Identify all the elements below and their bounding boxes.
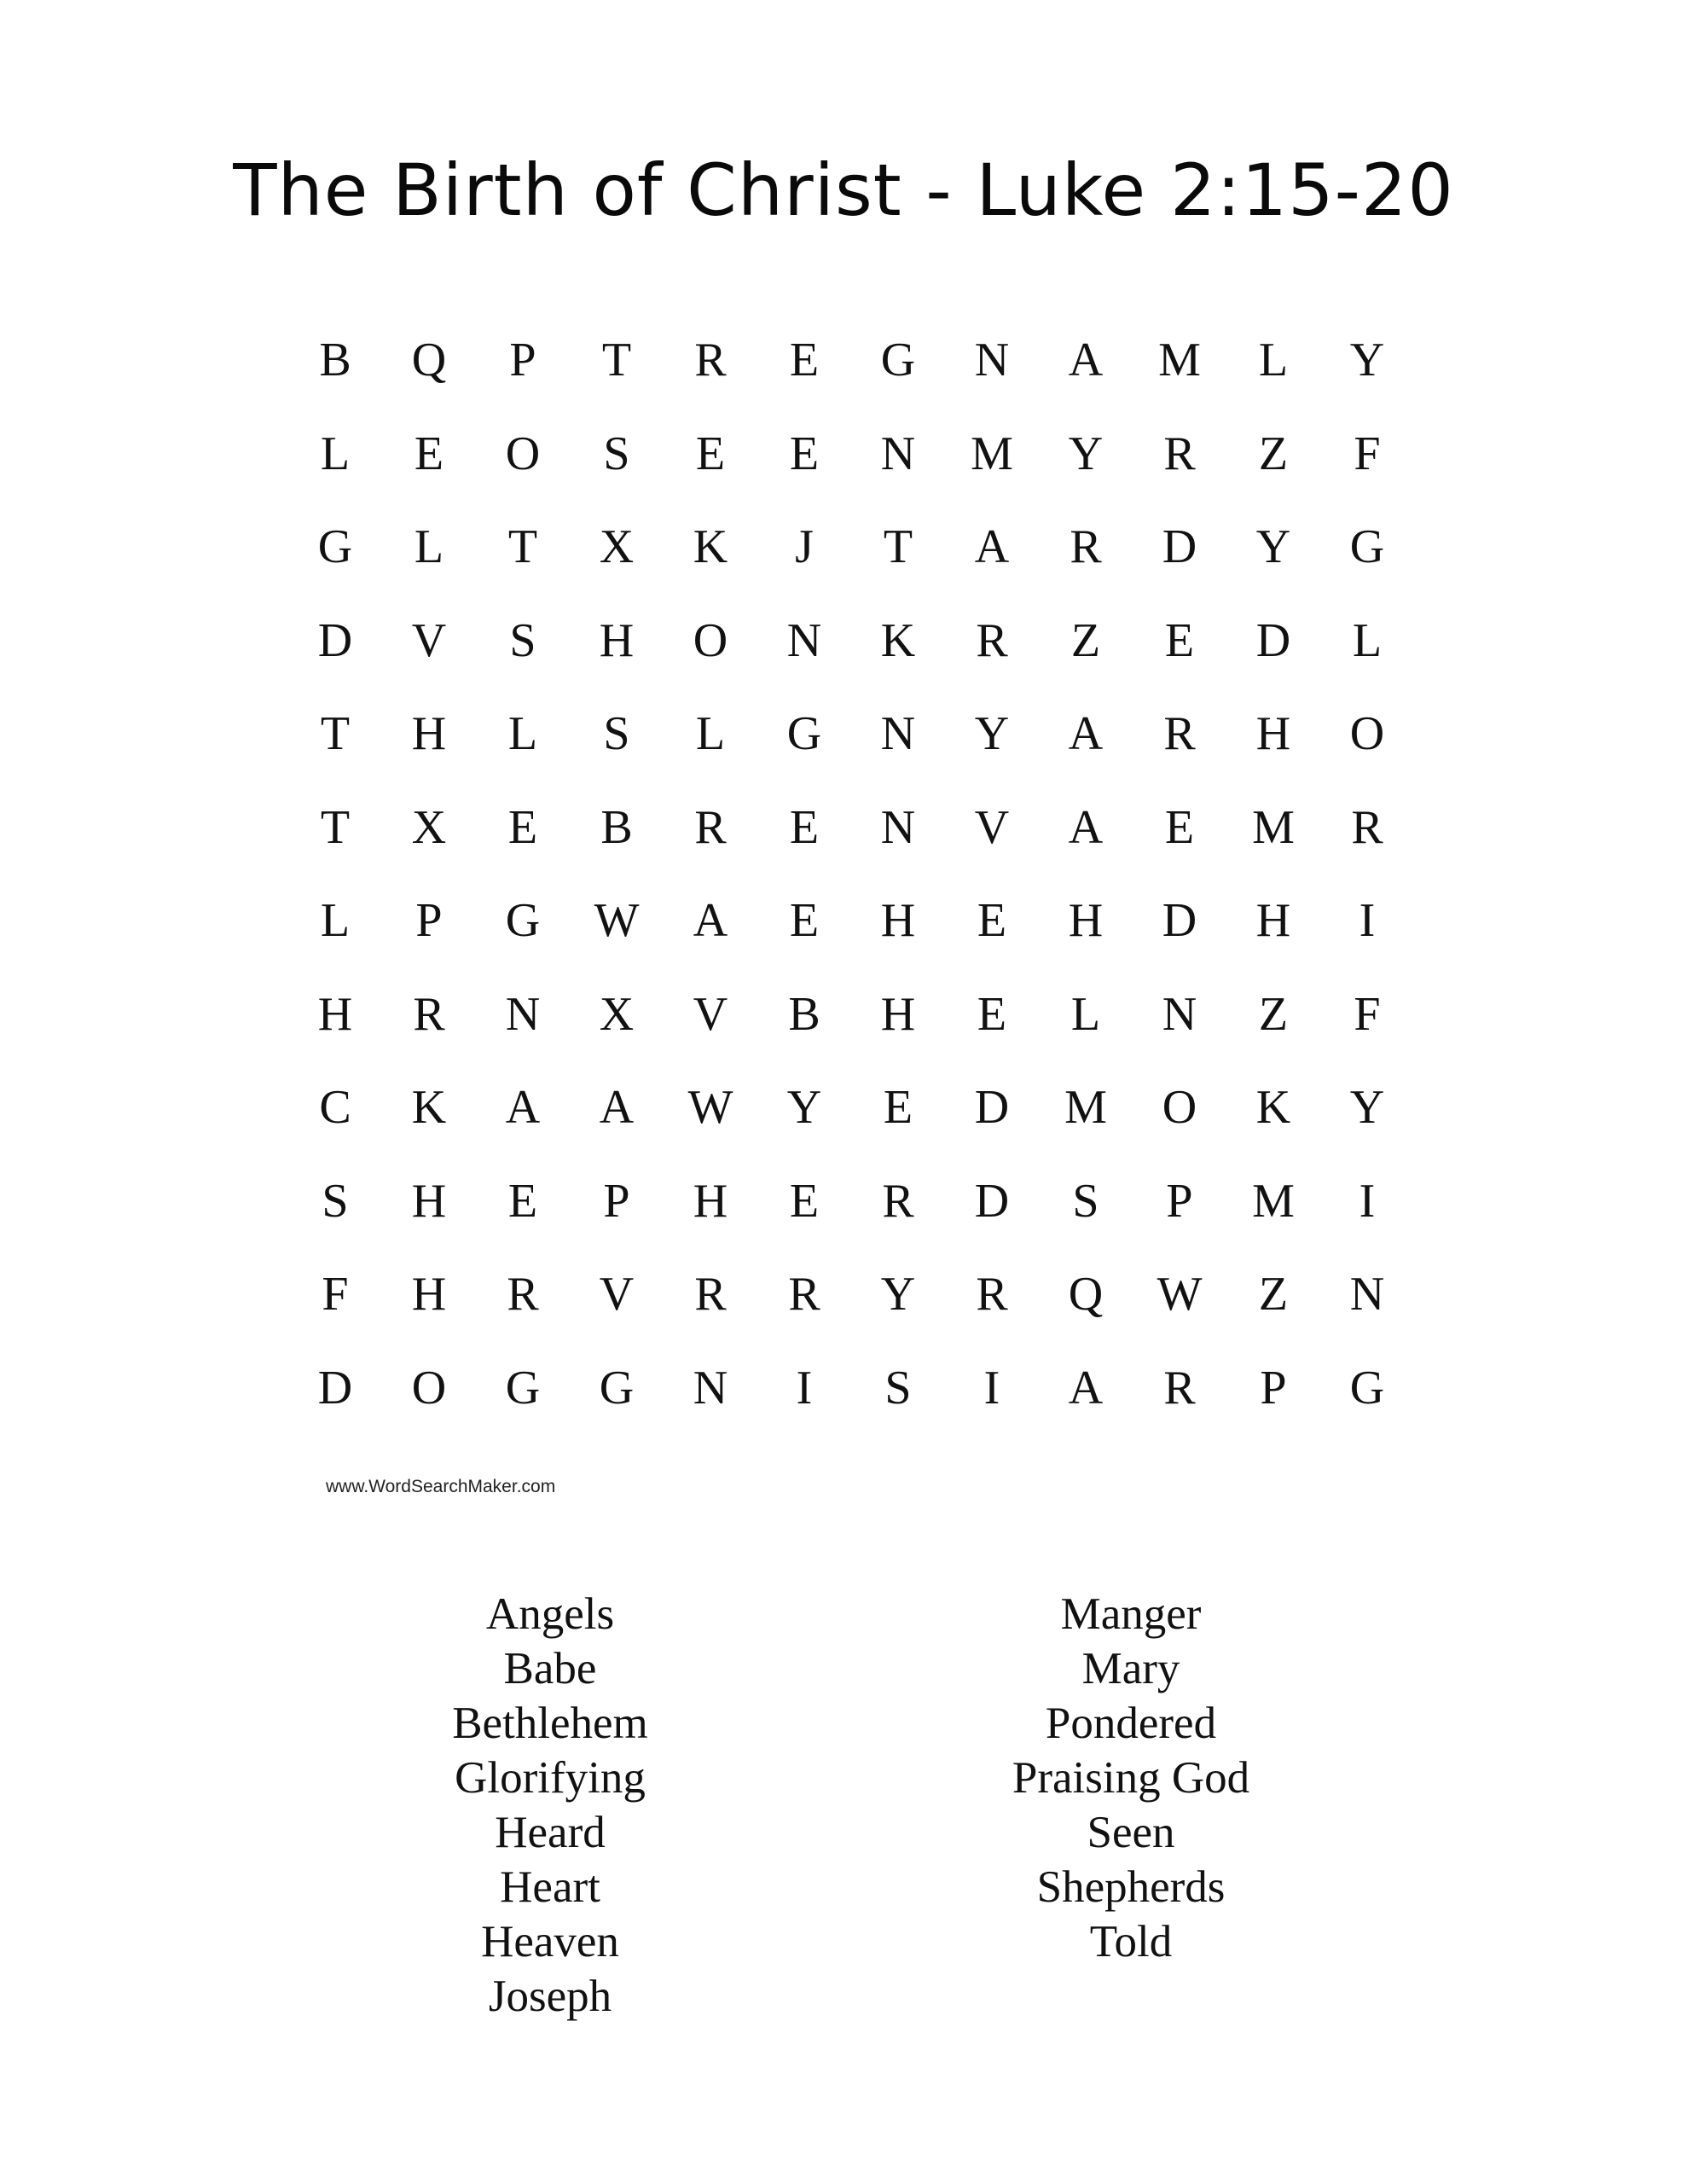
grid-letter: H xyxy=(411,1268,447,1321)
grid-letter: L xyxy=(695,707,726,760)
grid-letter: Y xyxy=(1068,427,1104,480)
grid-letter: L xyxy=(1258,334,1289,386)
grid-letter: E xyxy=(507,1174,538,1228)
grid-letter: G xyxy=(786,707,822,760)
grid-letter: N xyxy=(1349,1268,1385,1321)
grid-letter: F xyxy=(1354,427,1381,480)
grid-letter: R xyxy=(694,800,727,854)
grid-letter: L xyxy=(414,520,444,573)
grid-letter: K xyxy=(693,520,728,573)
grid-letter: Y xyxy=(1349,1081,1385,1134)
grid-letter: M xyxy=(1158,334,1201,386)
grid-letter: P xyxy=(415,894,443,947)
grid-letter: O xyxy=(1162,1081,1197,1134)
grid-letter: H xyxy=(1255,707,1291,760)
grid-letter: O xyxy=(1349,707,1385,760)
grid-letter: Y xyxy=(1255,520,1291,573)
grid-letter: N xyxy=(880,800,916,854)
grid-letter: L xyxy=(507,707,538,760)
grid-letter: D xyxy=(317,1361,353,1414)
grid-letter: R xyxy=(507,1268,539,1321)
word-list-item: Heard xyxy=(495,1808,606,1857)
grid-letter: I xyxy=(1359,1174,1376,1228)
grid-letter: H xyxy=(1068,894,1104,947)
grid-letter: G xyxy=(1349,520,1385,573)
word-list-item: Told xyxy=(1089,1917,1173,1966)
grid-letter: G xyxy=(880,334,916,386)
word-list-item: Heaven xyxy=(481,1917,619,1966)
grid-letter: R xyxy=(976,1268,1008,1321)
grid-letter: B xyxy=(788,987,820,1041)
word-list-left xyxy=(277,1587,823,2024)
word-list-item: Seen xyxy=(1087,1808,1175,1857)
grid-letter: A xyxy=(693,894,728,947)
grid-letter: P xyxy=(603,1174,630,1228)
grid-letter: D xyxy=(1162,894,1197,947)
grid-letter: E xyxy=(789,894,820,947)
grid-letter: T xyxy=(507,520,538,573)
grid-letter: E xyxy=(977,987,1007,1041)
grid-letter: P xyxy=(1260,1361,1287,1414)
letter-grid xyxy=(288,314,1414,1435)
grid-letter: H xyxy=(880,894,916,947)
grid-letter: O xyxy=(411,1361,447,1414)
grid-letter: N xyxy=(693,1361,728,1414)
grid-letter: J xyxy=(795,520,814,573)
word-list-item: Manger xyxy=(1060,1589,1202,1639)
grid-letter: H xyxy=(880,987,916,1041)
grid-letter: R xyxy=(788,1268,820,1321)
grid-letter: N xyxy=(786,613,822,667)
grid-letter: H xyxy=(411,707,447,760)
grid-letter: E xyxy=(1164,800,1195,854)
grid-letter: E xyxy=(883,1081,913,1134)
grid-letter: Y xyxy=(1349,334,1385,386)
grid-letter: H xyxy=(693,1174,728,1228)
grid-letter: E xyxy=(1164,613,1195,667)
website-credit: www.WordSearchMaker.com xyxy=(326,1477,556,1496)
grid-letter: T xyxy=(320,800,351,854)
grid-letter: W xyxy=(687,1081,733,1134)
grid-letter: G xyxy=(505,894,541,947)
grid-letter: Q xyxy=(1068,1268,1104,1321)
word-list-item: Glorifying xyxy=(455,1753,646,1803)
grid-letter: I xyxy=(983,1361,1000,1414)
grid-letter: O xyxy=(505,427,541,480)
grid-letter: D xyxy=(1162,520,1197,573)
grid-letter: K xyxy=(880,613,916,667)
grid-letter: R xyxy=(1163,707,1196,760)
grid-letter: V xyxy=(974,800,1010,854)
grid-letter: M xyxy=(971,427,1013,480)
grid-letter: N xyxy=(880,707,916,760)
grid-letter: O xyxy=(693,613,728,667)
grid-letter: X xyxy=(599,987,635,1041)
grid-letter: Z xyxy=(1258,987,1289,1041)
word-list-item: Pondered xyxy=(1045,1699,1217,1748)
grid-letter: A xyxy=(1068,334,1104,386)
grid-letter: D xyxy=(974,1081,1010,1134)
grid-letter: M xyxy=(1064,1081,1107,1134)
grid-letter: E xyxy=(507,800,538,854)
grid-letter: A xyxy=(1068,1361,1104,1414)
grid-letter: K xyxy=(411,1081,447,1134)
grid-letter: V xyxy=(411,613,447,667)
word-list-item: Joseph xyxy=(488,1972,612,2021)
grid-letter: Y xyxy=(880,1268,916,1321)
grid-letter: B xyxy=(600,800,633,854)
grid-letter: R xyxy=(413,987,445,1041)
grid-letter: X xyxy=(411,800,447,854)
word-list-item: Heart xyxy=(500,1862,600,1912)
grid-letter: N xyxy=(1162,987,1197,1041)
grid-letter: Y xyxy=(786,1081,822,1134)
grid-letter: A xyxy=(599,1081,635,1134)
word-list-item: Mary xyxy=(1081,1644,1180,1693)
word-list-item: Praising God xyxy=(1012,1753,1250,1803)
grid-letter: I xyxy=(796,1361,813,1414)
grid-letter: F xyxy=(1354,987,1381,1041)
grid-letter: A xyxy=(1068,707,1104,760)
grid-letter: N xyxy=(974,334,1010,386)
grid-letter: F xyxy=(322,1268,349,1321)
grid-letter: H xyxy=(1255,894,1291,947)
grid-letter: H xyxy=(317,987,353,1041)
grid-letter: Q xyxy=(411,334,447,386)
grid-letter: A xyxy=(1068,800,1104,854)
grid-letter: S xyxy=(603,427,630,480)
grid-letter: G xyxy=(505,1361,541,1414)
grid-letter: L xyxy=(320,894,351,947)
word-list-item: Angels xyxy=(485,1589,615,1639)
grid-letter: R xyxy=(1351,800,1383,854)
grid-letter: S xyxy=(1072,1174,1099,1228)
grid-letter: E xyxy=(414,427,444,480)
grid-letter: D xyxy=(1255,613,1291,667)
grid-letter: Z xyxy=(1258,1268,1289,1321)
grid-letter: T xyxy=(883,520,913,573)
grid-letter: P xyxy=(509,334,536,386)
grid-letter: D xyxy=(317,613,353,667)
grid-letter: R xyxy=(976,613,1008,667)
grid-letter: A xyxy=(974,520,1010,573)
grid-letter: B xyxy=(319,334,351,386)
grid-letter: P xyxy=(1166,1174,1193,1228)
grid-letter: S xyxy=(603,707,630,760)
grid-letter: H xyxy=(599,613,635,667)
grid-letter: N xyxy=(505,987,541,1041)
grid-letter: W xyxy=(1157,1268,1203,1321)
grid-letter: L xyxy=(1352,613,1383,667)
grid-letter: H xyxy=(411,1174,447,1228)
grid-letter: E xyxy=(789,334,820,386)
puzzle-title: The Birth of Christ - Luke 2:15-20 xyxy=(233,148,1454,232)
grid-letter: S xyxy=(322,1174,349,1228)
grid-letter: V xyxy=(693,987,728,1041)
grid-letter: E xyxy=(977,894,1007,947)
grid-letter: L xyxy=(1070,987,1101,1041)
grid-letter: Z xyxy=(1258,427,1289,480)
grid-letter: X xyxy=(599,520,635,573)
grid-letter: W xyxy=(594,894,640,947)
grid-letter: S xyxy=(884,1361,912,1414)
grid-letter: K xyxy=(1255,1081,1291,1134)
grid-letter: R xyxy=(694,1268,727,1321)
grid-letter: G xyxy=(1349,1361,1385,1414)
grid-letter: M xyxy=(1252,800,1295,854)
grid-letter: T xyxy=(601,334,632,386)
grid-letter: R xyxy=(1070,520,1102,573)
grid-letter: E xyxy=(789,800,820,854)
grid-letter: M xyxy=(1252,1174,1295,1228)
grid-letter: R xyxy=(1163,427,1196,480)
grid-letter: E xyxy=(789,427,820,480)
grid-letter: R xyxy=(1163,1361,1196,1414)
grid-letter: E xyxy=(789,1174,820,1228)
grid-letter: S xyxy=(509,613,536,667)
grid-letter: I xyxy=(1359,894,1376,947)
word-list-right xyxy=(858,1587,1404,1969)
grid-letter: G xyxy=(599,1361,635,1414)
grid-letter: V xyxy=(599,1268,635,1321)
word-list-item: Babe xyxy=(503,1644,597,1693)
word-list-item: Bethlehem xyxy=(452,1699,648,1748)
word-list-item: Shepherds xyxy=(1036,1862,1226,1912)
grid-letter: D xyxy=(974,1174,1010,1228)
grid-letter: E xyxy=(695,427,726,480)
grid-letter: T xyxy=(320,707,351,760)
grid-letter: R xyxy=(882,1174,914,1228)
grid-letter: Z xyxy=(1070,613,1101,667)
grid-letter: C xyxy=(319,1081,351,1134)
grid-letter: Y xyxy=(974,707,1010,760)
grid-letter: L xyxy=(320,427,351,480)
grid-letter: A xyxy=(505,1081,541,1134)
grid-letter: R xyxy=(694,334,727,386)
grid-letter: N xyxy=(880,427,916,480)
grid-letter: G xyxy=(317,520,353,573)
